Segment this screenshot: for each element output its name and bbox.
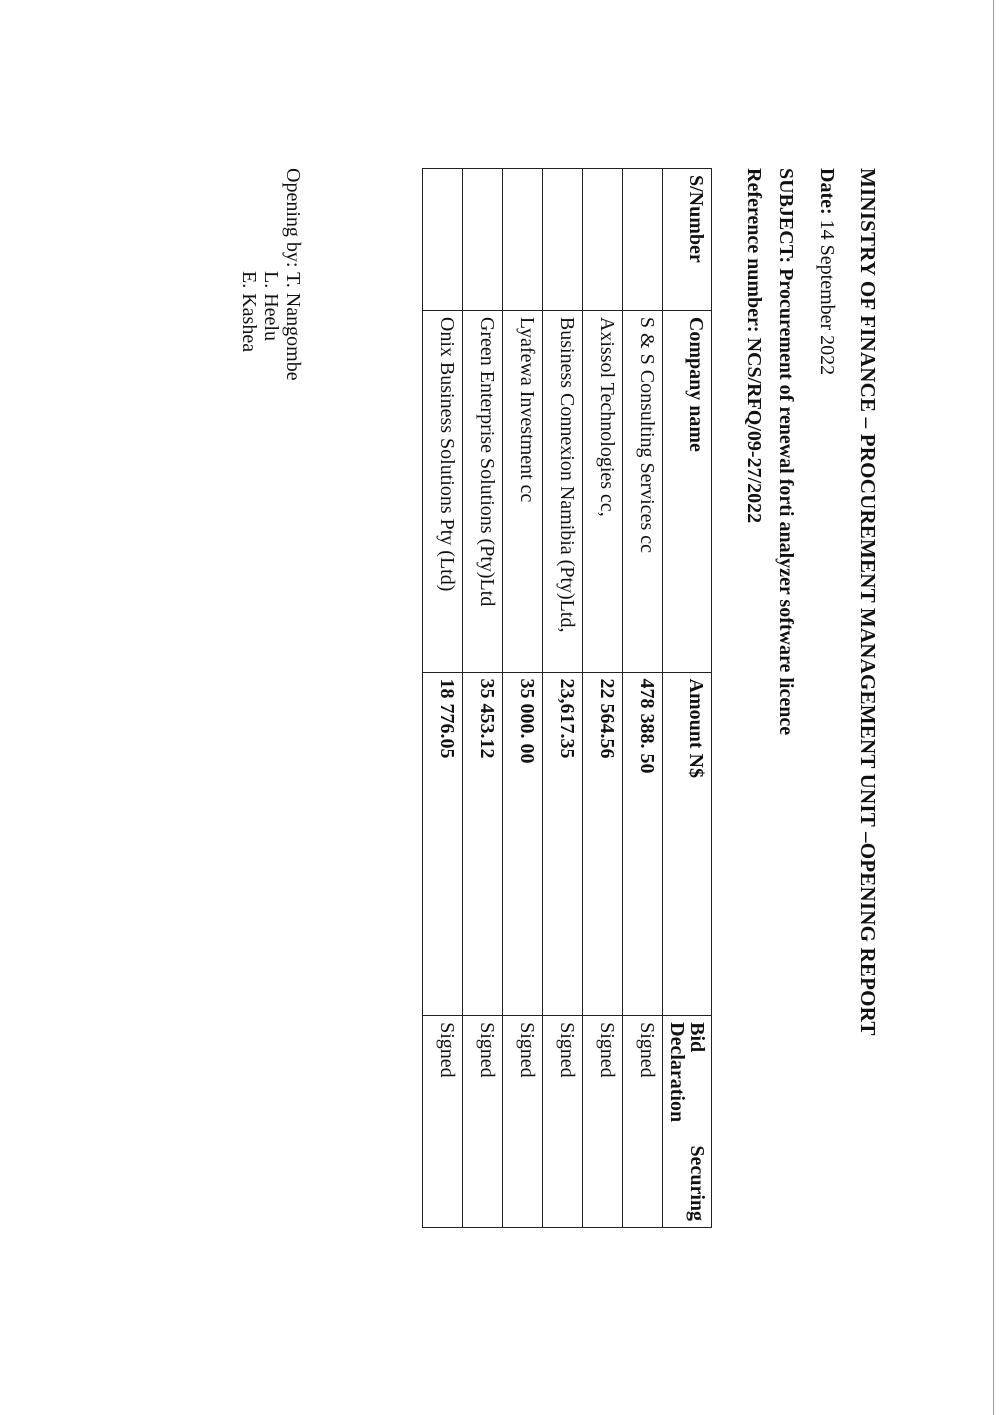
row-bid-status: Signed — [583, 1016, 623, 1228]
row-amount: 35 000. 00 — [503, 672, 543, 1016]
row-company-name: Green Enterprise Solutions (Pty)Ltd — [463, 310, 503, 672]
bids-table — [422, 168, 712, 1228]
table-row — [623, 169, 663, 1228]
subject-value: Procurement of renewal forti analyzer software licence — [775, 268, 797, 736]
row-amount: 23,617.35 — [543, 672, 583, 1016]
bid-header-word2: Securing — [686, 1145, 708, 1221]
row-company-name: Business Connexion Namibia (Pty)Ltd, — [543, 310, 583, 672]
row-amount: 22 564.56 — [583, 672, 623, 1016]
row-snumber — [463, 169, 503, 311]
date-label: Date: — [816, 168, 838, 215]
reference-label: Reference number: — [743, 168, 765, 333]
opening-report-sheet — [200, 168, 880, 1288]
table-row — [543, 169, 583, 1228]
signoff-label: Opening by: — [282, 168, 304, 268]
column-header-amount: Amount N$ — [663, 672, 712, 1016]
table-header-row — [663, 169, 712, 1228]
column-header-bid-securing — [663, 1016, 712, 1228]
table-row — [423, 169, 463, 1228]
date-value: 14 September 2022 — [816, 219, 838, 376]
column-header-snumber: S/Number — [663, 169, 712, 311]
table-row — [463, 169, 503, 1228]
row-amount: 18 776.05 — [423, 672, 463, 1016]
row-amount: 478 388. 50 — [623, 672, 663, 1016]
row-company-name: Onix Business Solutions Pty (Ltd) — [423, 310, 463, 672]
bid-header-word3: Declaration — [666, 1022, 688, 1123]
row-snumber — [543, 169, 583, 311]
row-bid-status: Signed — [463, 1016, 503, 1228]
signoff-first-line — [282, 168, 304, 381]
bid-header-word1: Bid — [686, 1022, 708, 1053]
row-bid-status: Signed — [623, 1016, 663, 1228]
column-header-company: Company name — [663, 310, 712, 672]
page-edge-divider — [993, 0, 994, 1415]
row-amount: 35 453.12 — [463, 672, 503, 1016]
row-bid-status: Signed — [543, 1016, 583, 1228]
signoff-name: E. Kashea — [238, 271, 260, 353]
row-snumber — [503, 169, 543, 311]
row-company-name: Axissol Technologies cc, — [583, 310, 623, 672]
row-snumber — [623, 169, 663, 311]
row-company-name: S & S Consulting Services cc — [623, 310, 663, 672]
row-bid-status: Signed — [503, 1016, 543, 1228]
table-row — [583, 169, 623, 1228]
row-company-name: Lyafewa Investment cc — [503, 310, 543, 672]
reference-line — [742, 168, 765, 523]
report-title: MINISTRY OF FINANCE – PROCUREMENT MANAGEMENT UNIT –OPENING REPORT — [856, 168, 880, 1036]
row-snumber — [423, 169, 463, 311]
signoff-name: T. Nangombe — [282, 272, 304, 381]
reference-value: NCS/RFQ/09-27/2022 — [743, 337, 765, 524]
signoff-name: L. Heelu — [260, 271, 282, 341]
subject-label: SUBJECT: — [775, 168, 797, 264]
row-snumber — [583, 169, 623, 311]
table-row — [503, 169, 543, 1228]
row-bid-status: Signed — [423, 1016, 463, 1228]
opening-signoff — [238, 168, 304, 381]
date-line — [815, 168, 838, 375]
subject-line — [774, 168, 797, 735]
